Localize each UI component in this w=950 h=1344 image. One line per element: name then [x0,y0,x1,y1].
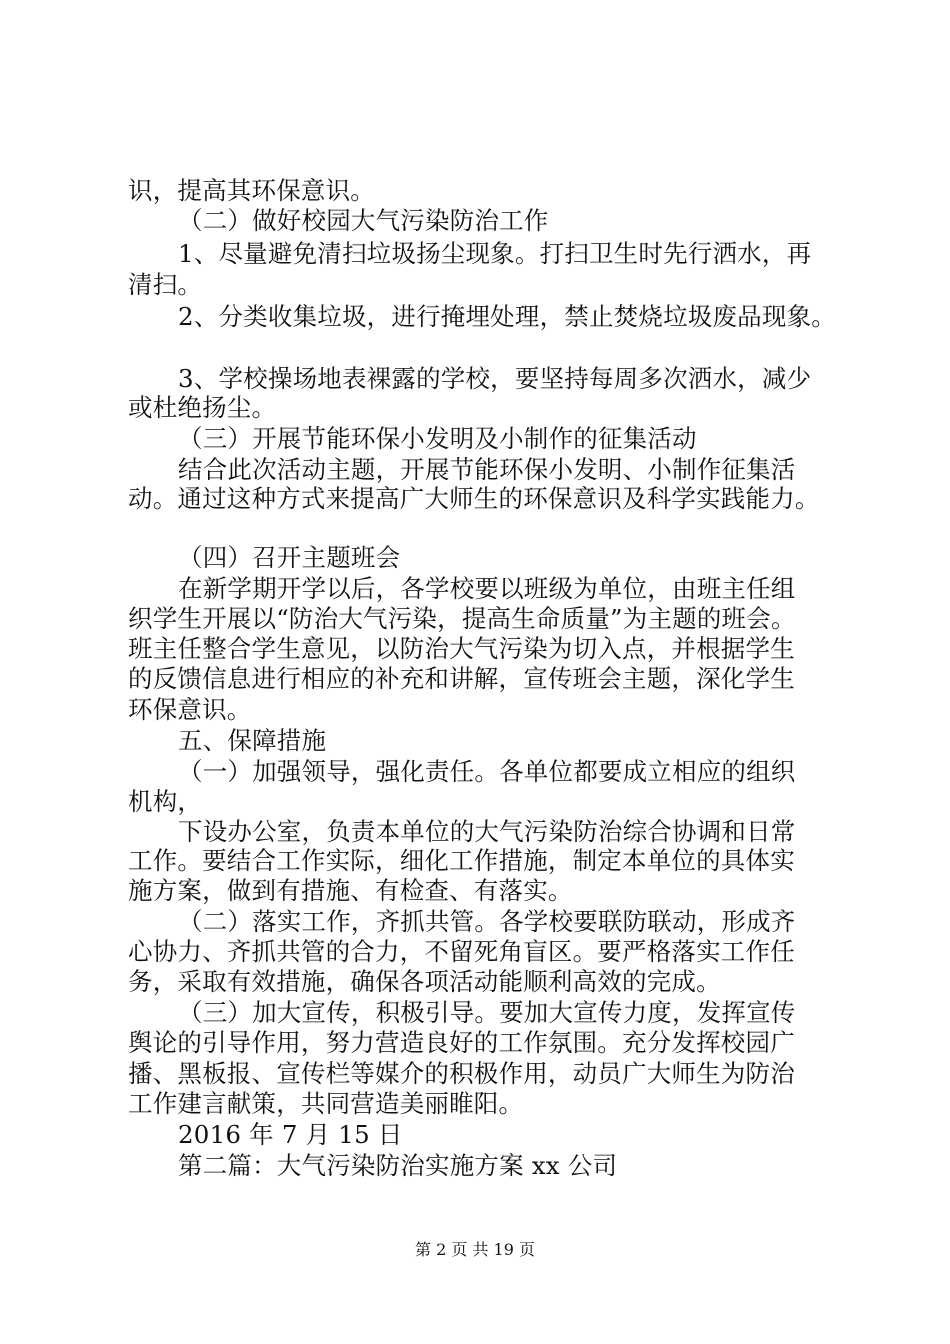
text-line: 1、尽量避免清扫垃圾扬尘现象。打扫卫生时先行洒水，再 [178,239,812,268]
date-line: 2016 年 7 月 15 日 [178,1120,403,1149]
text-line: 识，提高其环保意识。 [128,176,375,205]
text-line: 舆论的引导作用，努力营造良好的工作氛围。充分发挥校园广 [128,1028,795,1057]
text-line: 织学生开展以“防治大气污染，提高生命质量”为主题的班会。 [128,604,796,633]
text-line: 班主任整合学生意见，以防治大气污染为切入点，并根据学生 [128,634,795,663]
text-line: 工作。要结合工作实际，细化工作措施，制定本单位的具体实 [128,846,795,875]
text-line: （二）落实工作，齐抓共管。各学校要联防联动，形成齐 [178,907,796,936]
text-line: 环保意识。 [128,695,252,724]
text-line: 或杜绝扬尘。 [128,393,277,422]
text-line: 工作建言献策，共同营造美丽睢阳。 [128,1089,524,1118]
text-line: 机构， [128,787,203,816]
text-line: （一）加强领导，强化责任。各单位都要成立相应的组织 [178,757,796,786]
text-line: 的反馈信息进行相应的补充和讲解，宣传班会主题，深化学生 [128,664,795,693]
section-heading: （二）做好校园大气污染防治工作 [178,206,549,235]
text-line: 在新学期开学以后，各学校要以班级为单位，由班主任组 [178,574,796,603]
section-title: 第二篇：大气污染防治实施方案 xx 公司 [178,1151,618,1180]
section-heading: （四）召开主题班会 [178,543,401,572]
text-line: 施方案，做到有措施、有检查、有落实。 [128,876,573,905]
text-line: 清扫。 [128,270,203,299]
text-line: 结合此次活动主题，开展节能环保小发明、小制作征集活 [178,455,796,484]
text-line: 务，采取有效措施，确保各项活动能顺利高效的完成。 [128,967,721,996]
text-line: 心协力、齐抓共管的合力，不留死角盲区。要严格落实工作任 [128,937,795,966]
text-line: 2、分类收集垃圾，进行掩埋处理，禁止焚烧垃圾废品现象。 [178,302,836,331]
text-line: 播、黑板报、宣传栏等媒介的积极作用，动员广大师生为防治 [128,1059,795,1088]
page-number-footer: 第 2 页 共 19 页 [415,1240,535,1259]
section-heading: （三）开展节能环保小发明及小制作的征集活动 [178,424,697,453]
text-line: （三）加大宣传，积极引导。要加大宣传力度，发挥宣传 [178,998,796,1027]
text-line: 动。通过这种方式来提高广大师生的环保意识及科学实践能力。 [128,484,820,513]
text-line: 3、学校操场地表裸露的学校，要坚持每周多次洒水，减少 [178,364,812,393]
text-line: 下设办公室，负责本单位的大气污染防治综合协调和日常 [178,817,796,846]
section-heading: 五、保障措施 [178,726,327,755]
